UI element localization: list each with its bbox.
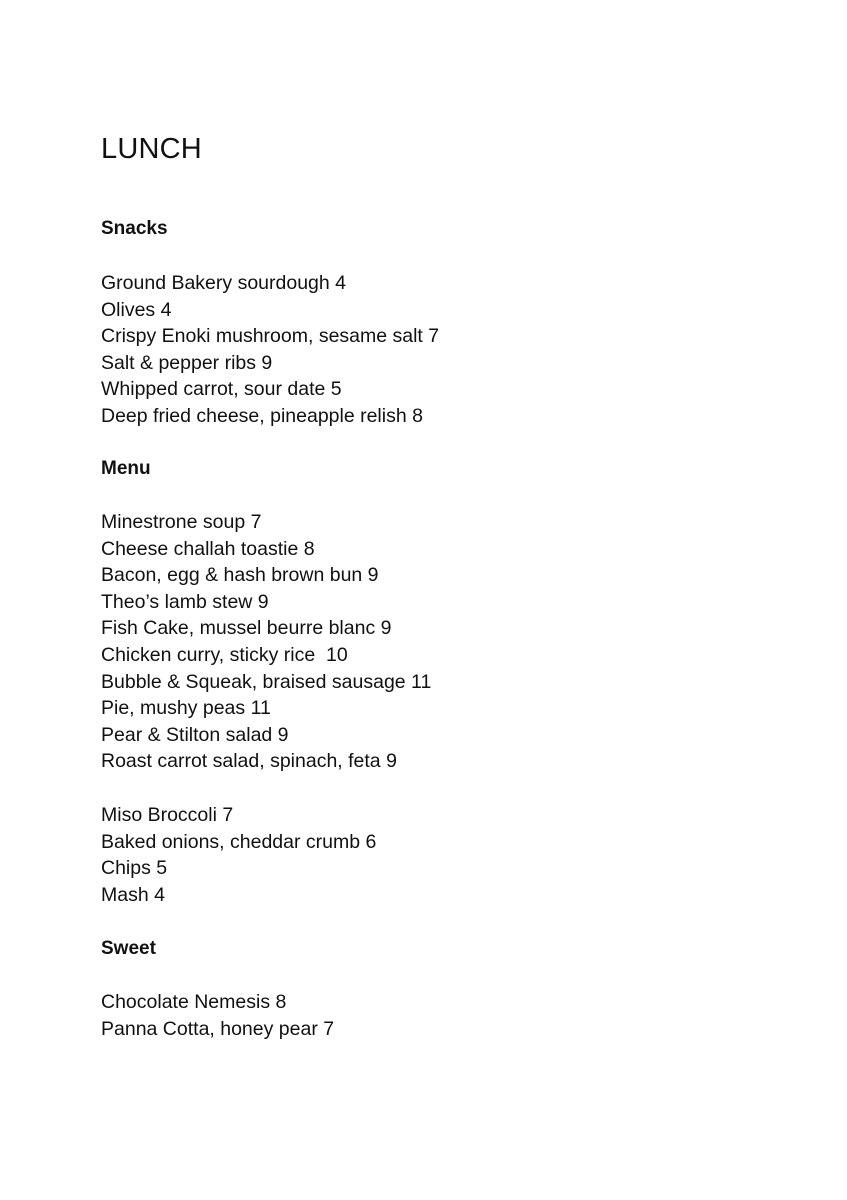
page-title: LUNCH <box>101 133 202 165</box>
list-item: Miso Broccoli 7 <box>101 804 234 826</box>
sides-list <box>101 802 376 908</box>
list-item: Fish Cake, mussel beurre blanc 9 <box>101 617 392 640</box>
list-item: Bubble & Squeak, braised sausage 11 <box>101 670 432 693</box>
list-item: Mash 4 <box>101 883 165 906</box>
list-item: Chocolate Nemesis 8 <box>101 991 287 1013</box>
list-item: Salt & pepper ribs 9 <box>101 351 273 374</box>
section-heading-menu: Menu <box>101 458 151 479</box>
section-heading-sweet: Sweet <box>101 938 156 959</box>
list-item: Olives 4 <box>101 298 172 321</box>
menu-list <box>101 509 431 775</box>
list-item: Theo’s lamb stew 9 <box>101 590 269 613</box>
list-item: Panna Cotta, honey pear 7 <box>101 1017 335 1040</box>
list-item: Pie, mushy peas 11 <box>101 697 271 720</box>
list-item: Chips 5 <box>101 857 168 880</box>
list-item: Whipped carrot, sour date 5 <box>101 378 342 401</box>
sweet-list <box>101 989 334 1042</box>
list-item: Baked onions, cheddar crumb 6 <box>101 830 377 853</box>
list-item: Pear & Stilton salad 9 <box>101 723 289 746</box>
list-item: Crispy Enoki mushroom, sesame salt 7 <box>101 325 440 348</box>
list-item: Ground Bakery sourdough 4 <box>101 272 346 294</box>
list-item: Roast carrot salad, spinach, feta 9 <box>101 750 397 773</box>
list-item: Cheese challah toastie 8 <box>101 537 315 560</box>
section-heading-snacks: Snacks <box>101 218 168 239</box>
list-item: Minestrone soup 7 <box>101 511 262 533</box>
list-item: Bacon, egg & hash brown bun 9 <box>101 564 379 587</box>
list-item: Chicken curry, sticky rice 10 <box>101 643 348 666</box>
snacks-list <box>101 270 439 430</box>
list-item: Deep fried cheese, pineapple relish 8 <box>101 404 423 427</box>
